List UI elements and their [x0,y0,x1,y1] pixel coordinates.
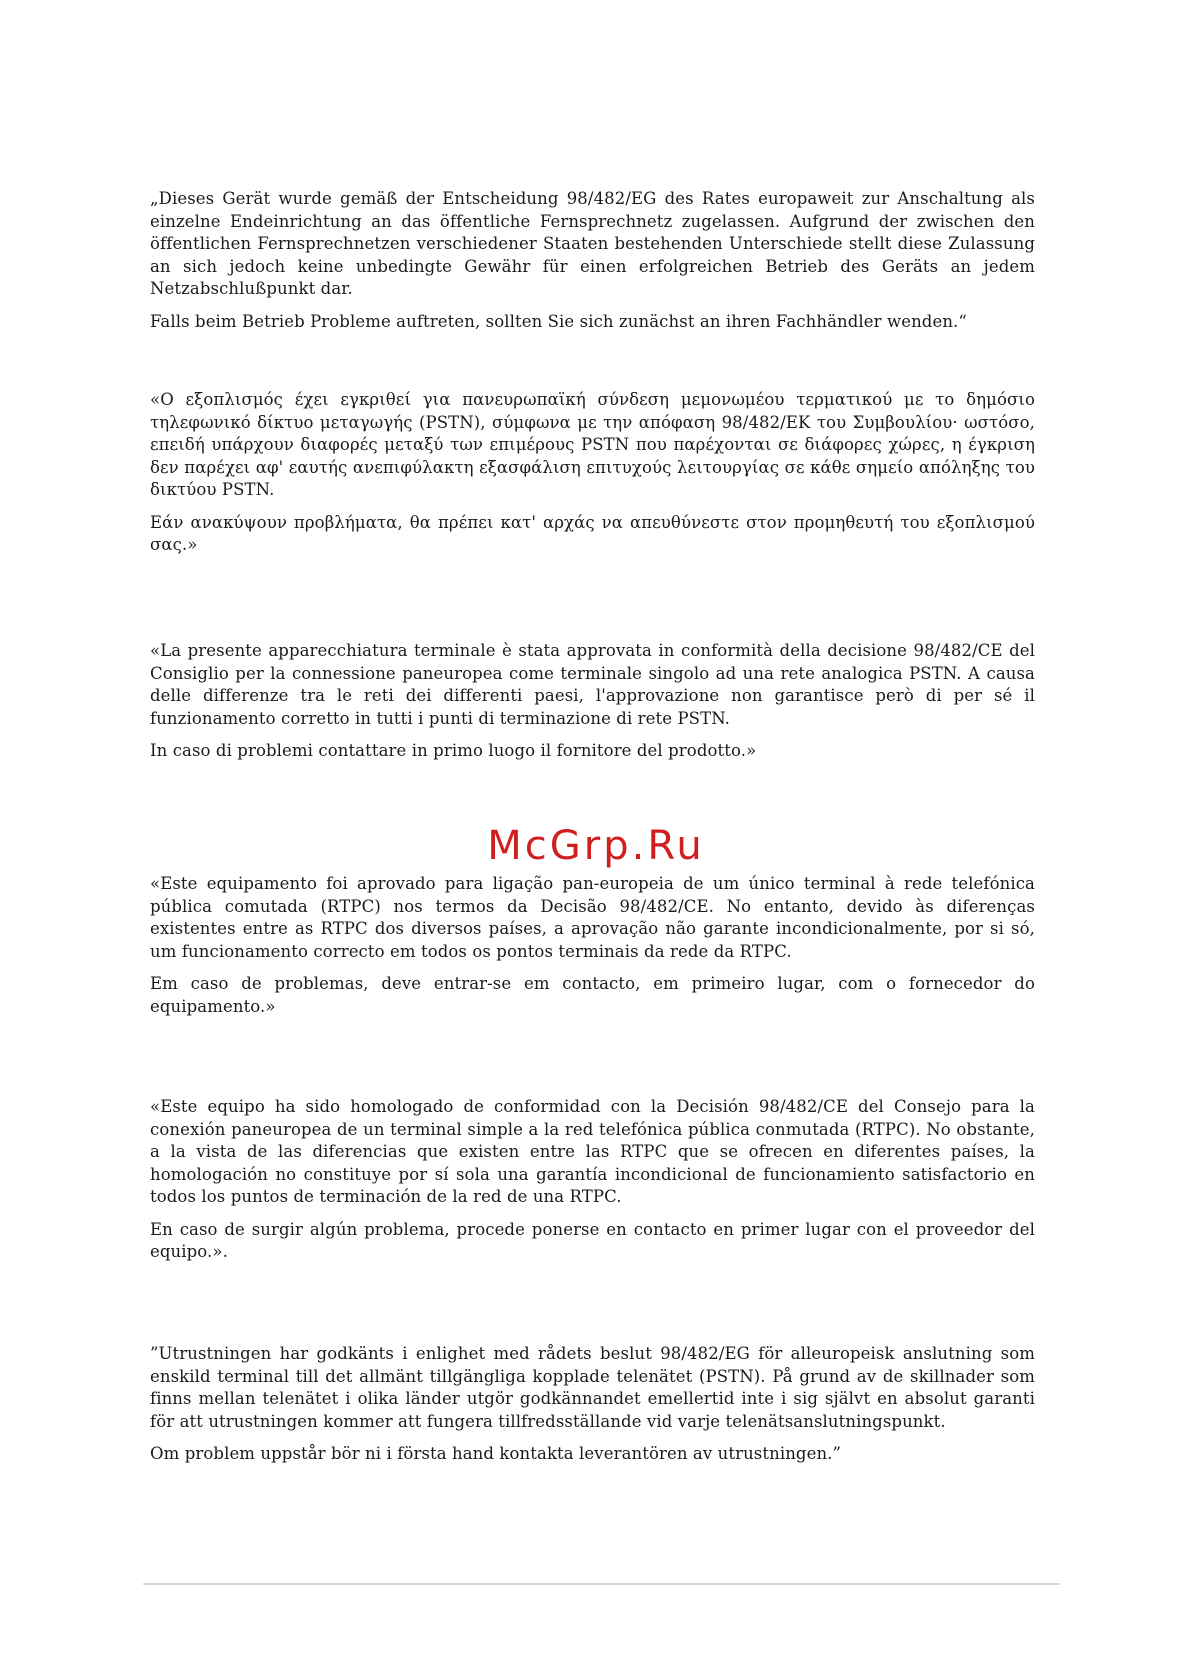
paragraph-es-2: En caso de surgir algún problema, procede ponerse en contacto en primer lugar con el proveedor del equipo.». [150,1219,1035,1261]
paragraph-sv-1: ”Utrustningen har godkänts i enlighet med rådets beslut 98/482/EG för alleuropeisk anslutning som enskild terminal till det allmänt tillgängliga kopplade telenätet (PSTN). På grund av de skillnader som finns mellan telenätet i olika länder utgör godkännandet emellertid inte i sig självt en absolut garanti för att utrustningen kommer att fungera tillfredsställande vid varje telenätsanslutningspunkt. [150,1344,1035,1431]
declaration-german [150,188,1035,333]
paragraph-pt-2: Em caso de problemas, deve entrar-se em contacto, em primeiro lugar, com o fornecedor do equipamento.» [150,974,1035,1016]
paragraph-el-2: Εάν ανακύψουν προβλήματα, θα πρέπει κατ' αρχάς να απευθύνεστε στον προμηθευτή του εξοπλισμού σας.» [150,512,1035,554]
paragraph-de-2: Falls beim Betrieb Probleme auftreten, sollten Sie sich zunächst an ihren Fachhändler wenden.“ [150,311,967,331]
declaration-spanish [150,1096,1035,1264]
footer-divider [143,1583,1060,1585]
declaration-portuguese [150,873,1035,1018]
declaration-greek [150,389,1035,557]
paragraph-pt-1: «Este equipamento foi aprovado para ligação pan-europeia de um único terminal à rede telefónica pública comutada (RTPC) nos termos da Decisão 98/482/CE. No entanto, devido às diferenças existentes entre as RTPC dos diversos países, a aprovação não garante incondicionalmente, por si só, um funcionamento correcto em todos os pontos terminais da rede da RTPC. [150,874,1035,961]
paragraph-it-2: In caso di problemi contattare in primo luogo il fornitore del prodotto.» [150,741,757,760]
paragraph-es-1: «Este equipo ha sido homologado de conformidad con la Decisión 98/482/CE del Consejo para la conexión paneuropea de un terminal simple a la red telefónica pública conmutada (RTPC). No obstante, a la vista de las diferencias que existen entre las RTPC que se ofrecen en diferentes países, la homologación no constituye por sí sola una garantía incondicional de funcionamiento satisfactorio en todos los puntos de terminación de la red de una RTPC. [150,1097,1035,1206]
paragraph-sv-2: Om problem uppstår bör ni i första hand kontakta leverantören av utrustningen.” [150,1444,842,1463]
paragraph-de-1: „Dieses Gerät wurde gemäß der Entscheidung 98/482/EG des Rates europaweit zur Anschaltung als einzelne Endeinrichtung an das öffentliche Fernsprechnetz zugelassen. Aufgrund der zwischen den öffentlichen Fernsprechnetzen verschiedener Staaten bestehenden Unterschiede stellt diese Zulassung an sich jedoch keine unbedingte Gewähr für einen erfolgreichen Betrieb des Geräts an jedem Netzabschlußpunkt dar. [150,189,1035,298]
paragraph-it-1: «La presente apparecchiatura terminale è stata approvata in conformità della decisione 98/482/CE del Consiglio per la connessione paneuropea come terminale singolo ad una rete analogica PSTN. A causa delle differenze tra le reti dei differenti paesi, l'approvazione non garantisce però di per sé il funzionamento corretto in tutti i punti di terminazione di rete PSTN. [150,641,1035,728]
declaration-italian [150,640,1035,763]
declaration-swedish [150,1343,1035,1466]
paragraph-el-1: «Ο εξοπλισμός έχει εγκριθεί για πανευρωπαϊκή σύνδεση μεμονωμέου τερματικού με το δημόσιο τηλεφωνικό δίκτυο μεταγωγής (PSTN), σύμφωνα με την απόφαση 98/482/ΕΚ του Συμβουλίου· ωστόσο, επειδή υπάρχουν διαφορές μεταξύ των επιμέρους PSTN που παρέχονται σε διάφορες χώρες, η έγκριση δεν παρέχει αφ' εαυτής ανεπιφύλακτη εξασφάλιση επιτυχούς λειτουργίας σε κάθε σημείο απόληξης του δικτύου PSTN. [150,390,1035,499]
watermark-logo: McGrp.Ru [487,823,705,869]
